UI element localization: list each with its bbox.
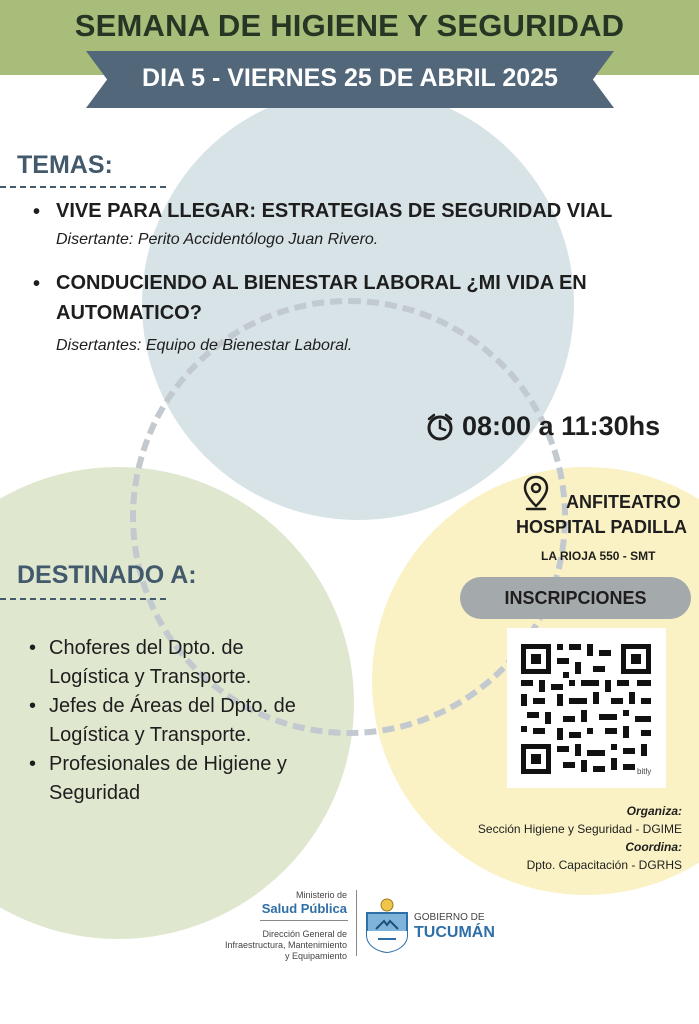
organiza-label: Organiza: <box>626 804 682 818</box>
gov-name: TUCUMÁN <box>414 924 495 941</box>
venue-hospital: HOSPITAL PADILLA <box>516 517 687 537</box>
temas-heading: TEMAS: <box>17 151 113 179</box>
footer-divider <box>356 890 357 956</box>
gov-small: GOBIERNO DE <box>414 912 485 923</box>
organiza-value: Sección Higiene y Seguridad - DGIME <box>477 822 682 836</box>
map-pin-icon <box>522 475 550 511</box>
venue-address: LA RIOJA 550 - SMT <box>541 549 656 563</box>
dept-line3: y Equipamiento <box>284 951 347 961</box>
bullet-icon: • <box>29 637 37 659</box>
footer-underline <box>260 920 348 921</box>
audience-item-line2: Logística y Transporte. <box>49 724 252 746</box>
inscripciones-label[interactable]: INSCRIPCIONES <box>504 588 647 608</box>
audience-item-line2: Logística y Transporte. <box>49 666 252 688</box>
qr-caption: bitly <box>637 767 652 776</box>
destinado-divider <box>0 598 166 600</box>
destinado-heading: DESTINADO A: <box>17 561 197 589</box>
bullet-icon: • <box>33 273 41 295</box>
event-date: DIA 5 - VIERNES 25 DE ABRIL 2025 <box>142 64 558 92</box>
topic-title: VIVE PARA LLEGAR: ESTRATEGIAS DE SEGURIDAD VIAL <box>56 200 613 222</box>
topic-speaker: Disertantes: Equipo de Bienestar Laboral. <box>56 337 353 354</box>
audience-item-line1: Profesionales de Higiene y <box>49 753 287 775</box>
topic-title-line1: CONDUCIENDO AL BIENESTAR LABORAL ¿MI VIDA EN <box>56 272 587 294</box>
qr-code[interactable] <box>507 628 666 788</box>
coordina-value: Dpto. Capacitación - DGRHS <box>526 858 682 872</box>
venue-name: ANFITEATRO <box>566 492 681 512</box>
qr-code-icon <box>507 628 666 788</box>
page-title: SEMANA DE HIGIENE Y SEGURIDAD <box>74 8 625 43</box>
audience-item-line1: Choferes del Dpto. de <box>49 637 244 659</box>
bullet-icon: • <box>33 201 41 223</box>
tucuman-seal-icon <box>364 895 410 953</box>
topic-title-line2: AUTOMATICO? <box>56 302 202 324</box>
audience-item-line2: Seguridad <box>49 782 141 804</box>
ministry-name: Salud Pública <box>261 901 347 916</box>
topic-speaker: Disertante: Perito Accidentólogo Juan Rivero. <box>56 231 379 248</box>
clock-icon <box>425 412 455 442</box>
ministry-small: Ministerio de <box>295 890 347 900</box>
temas-divider <box>0 186 166 188</box>
coordina-label: Coordina: <box>625 840 682 854</box>
audience-item-line1: Jefes de Áreas del Dpto. de <box>49 695 296 717</box>
dept-line2: Infraestructura, Mantenimiento <box>224 940 347 950</box>
dept-line1: Dirección General de <box>262 929 347 939</box>
event-time: 08:00 a 11:30hs <box>462 411 661 441</box>
bullet-icon: • <box>29 695 37 717</box>
bullet-icon: • <box>29 753 37 775</box>
